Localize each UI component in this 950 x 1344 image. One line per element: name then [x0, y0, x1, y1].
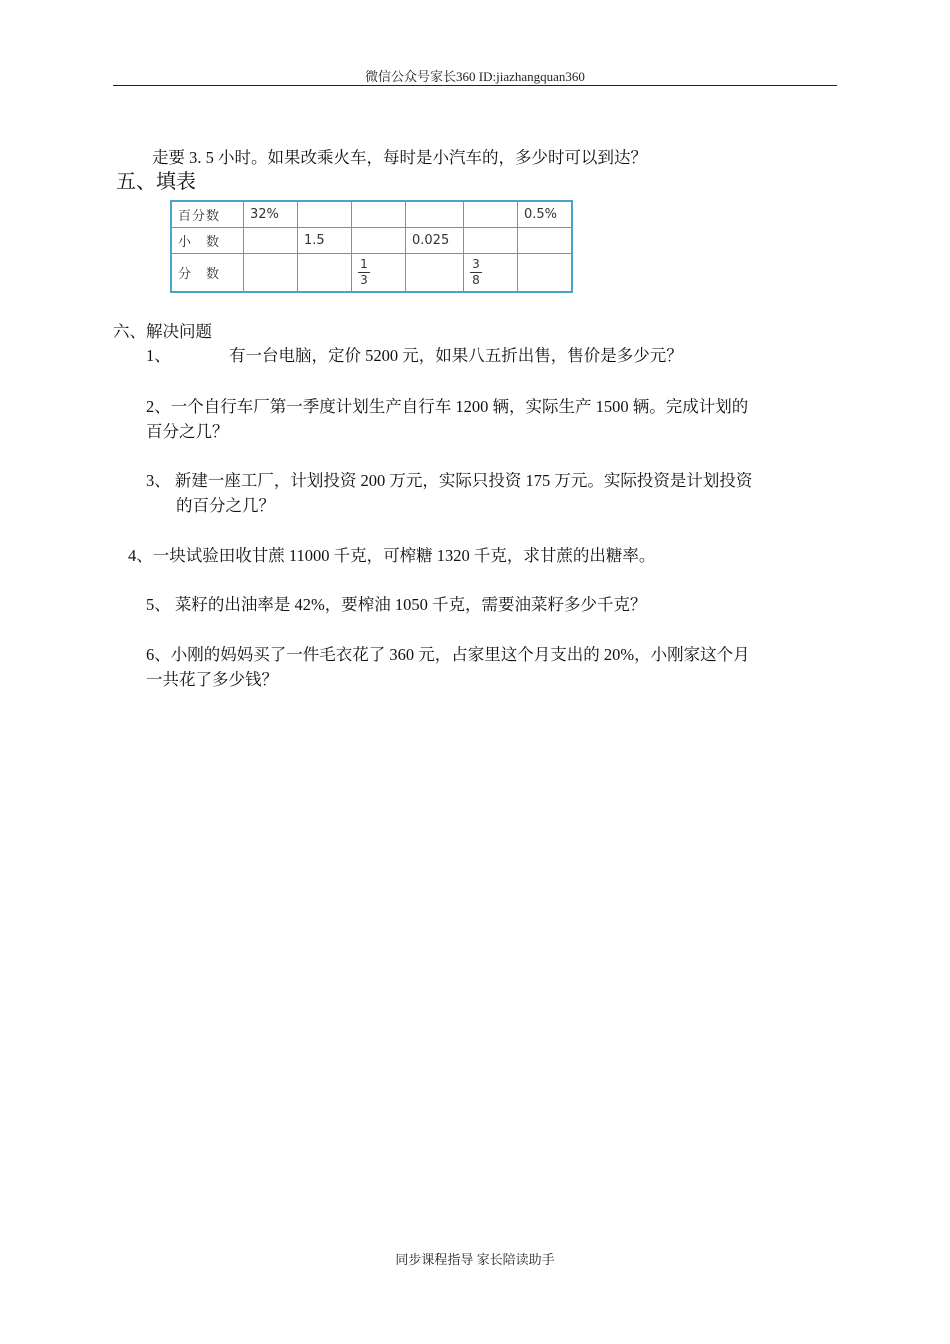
section6-title: 六、解决问题 [113, 322, 212, 341]
table-cell [244, 254, 298, 293]
table-cell [518, 254, 573, 293]
table-cell [352, 254, 406, 293]
table-cell: 1.5 [298, 228, 352, 254]
table-cell: 0.025 [406, 228, 464, 254]
fraction-three-eighths [470, 258, 482, 287]
intro-line: 走要 3. 5 小时。如果改乘火车，每时是小汽车的，多少时可以到达？ [152, 148, 647, 167]
row-label-decimal: 小 数 [171, 228, 244, 254]
table-cell [518, 228, 573, 254]
table-cell [406, 254, 464, 293]
problem-5-text: 5、 菜籽的出油率是 42%，要榨油 1050 千克，需要油菜籽多少千克？ [146, 595, 647, 614]
row-label-percent: 百分数 [171, 201, 244, 228]
problem-3-line2: 的百分之几？ [176, 496, 275, 515]
problem-1-text: 有一台电脑，定价 5200 元，如果八五折出售，售价是多少元？ [229, 346, 683, 365]
table-cell [298, 254, 352, 293]
page-header: 微信公众号家长360 ID:jiazhangquan360 [365, 69, 585, 84]
table-row [171, 254, 572, 293]
fraction-denominator: 3 [360, 273, 368, 287]
table-cell [406, 201, 464, 228]
header-divider [113, 85, 837, 86]
problem-2-line1: 2、一个自行车厂第一季度计划生产自行车 1200 辆，实际生产 1500 辆。完成计划的 [146, 397, 749, 416]
table-row [171, 228, 572, 254]
table-cell [352, 228, 406, 254]
table-cell [464, 228, 518, 254]
fraction-numerator: 3 [472, 257, 480, 271]
fraction-numerator: 1 [360, 257, 368, 271]
table-cell [244, 228, 298, 254]
fraction-denominator: 8 [472, 273, 480, 287]
table-row [171, 201, 572, 228]
page-footer: 同步课程指导 家长陪读助手 [395, 1252, 555, 1267]
fill-in-table [170, 200, 573, 293]
problem-2-line2: 百分之几？ [146, 422, 229, 441]
table-cell [464, 201, 518, 228]
table-cell [464, 254, 518, 293]
table-cell [298, 201, 352, 228]
problem-4-text: 4、一块试验田收甘蔗 11000 千克，可榨糖 1320 千克，求甘蔗的出糖率。 [128, 546, 656, 565]
section5-title: 五、填表 [116, 171, 196, 193]
problem-6-line1: 6、小刚的妈妈买了一件毛衣花了 360 元，占家里这个月支出的 20%，小刚家这个月 [146, 645, 750, 664]
fraction-one-third [358, 258, 370, 287]
table-cell: 0.5% [518, 201, 573, 228]
table-cell [352, 201, 406, 228]
problem-6-line2: 一共花了多少钱？ [146, 670, 278, 689]
row-label-fraction: 分 数 [171, 254, 244, 293]
problem-1-number: 1、 [146, 346, 171, 365]
problem-3-line1: 3、 新建一座工厂，计划投资 200 万元，实际只投资 175 万元。实际投资是计划投资 [146, 471, 753, 490]
table-cell: 32% [244, 201, 298, 228]
